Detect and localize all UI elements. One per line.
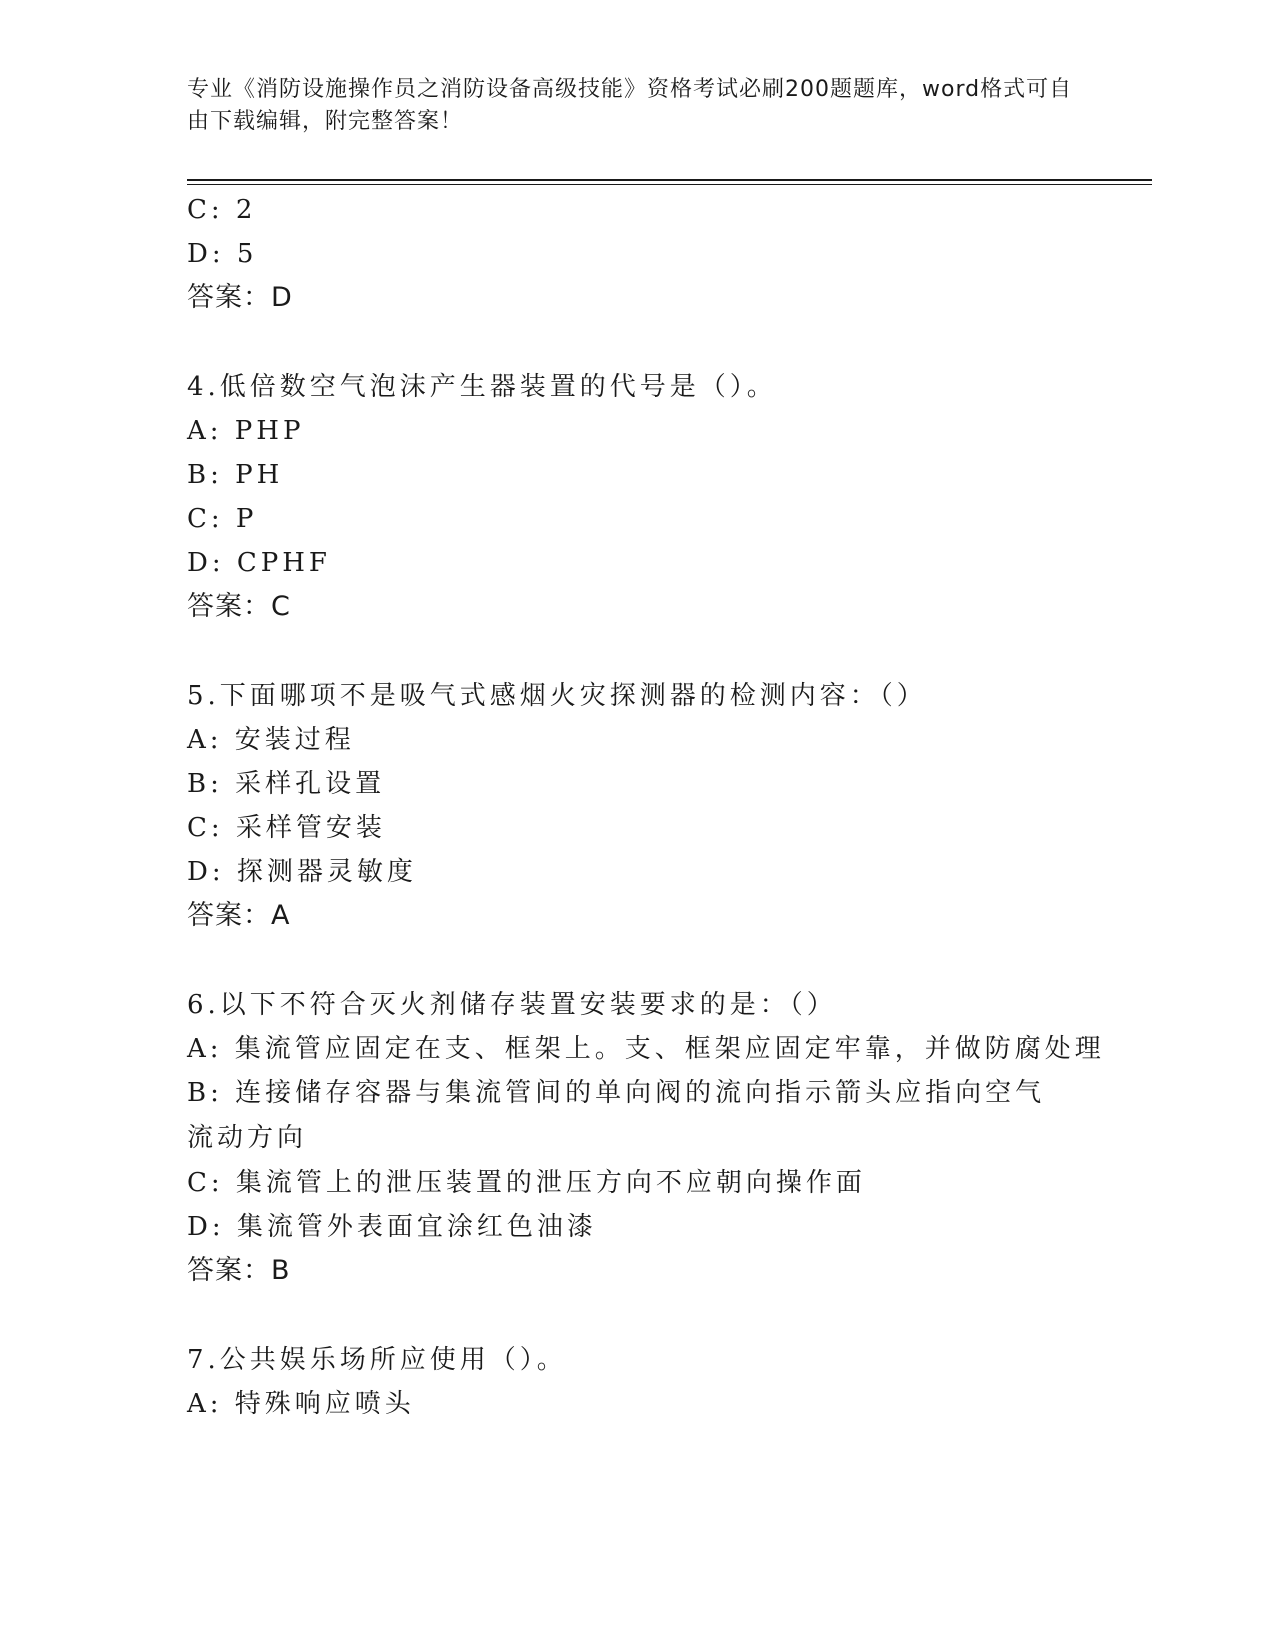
- q3-answer: 答案：D: [187, 282, 293, 313]
- q6-option-a: A: 集流管应固定在支、框架上。支、框架应固定牢靠，并做防腐处理: [187, 1034, 1105, 1064]
- header-divider-thick: [187, 179, 1152, 181]
- q7-option-a: A: 特殊响应喷头: [187, 1389, 415, 1419]
- q3-option-c: C: 2: [187, 195, 257, 225]
- q6-option-d: D: 集流管外表面宜涂红色油漆: [187, 1212, 597, 1242]
- q4-question: 4.低倍数空气泡沫产生器装置的代号是（）。: [187, 372, 777, 402]
- q6-option-c: C: 集流管上的泄压装置的泄压方向不应朝向操作面: [187, 1168, 866, 1198]
- q5-option-c: C: 采样管安装: [187, 813, 386, 843]
- q5-answer: 答案：A: [187, 900, 291, 931]
- q4-option-a: A: PHP: [187, 416, 305, 446]
- page-header: 专业《消防设施操作员之消防设备高级技能》资格考试必刷200题题库，word格式可自由下载编辑，附完整答案！: [187, 77, 1073, 134]
- header-divider-thin: [187, 184, 1152, 185]
- q5-option-d: D: 探测器灵敏度: [187, 857, 417, 887]
- q6-answer: 答案：B: [187, 1255, 291, 1286]
- q5-question: 5.下面哪项不是吸气式感烟火灾探测器的检测内容：（）: [187, 681, 927, 711]
- q4-option-d: D: CPHF: [187, 548, 331, 578]
- q6-option-b: B: 连接储存容器与集流管间的单向阀的流向指示箭头应指向空气流动方向: [187, 1078, 1046, 1153]
- q4-answer: 答案：C: [187, 591, 291, 622]
- q5-option-b: B: 采样孔设置: [187, 769, 386, 799]
- q6-question: 6.以下不符合灭火剂储存装置安装要求的是：（）: [187, 990, 837, 1020]
- q4-option-c: C: P: [187, 504, 258, 534]
- q7-question: 7.公共娱乐场所应使用（）。: [187, 1345, 567, 1375]
- q4-option-b: B: PH: [187, 460, 284, 490]
- q3-option-d: D: 5: [187, 239, 258, 269]
- q5-option-a: A: 安装过程: [187, 725, 355, 755]
